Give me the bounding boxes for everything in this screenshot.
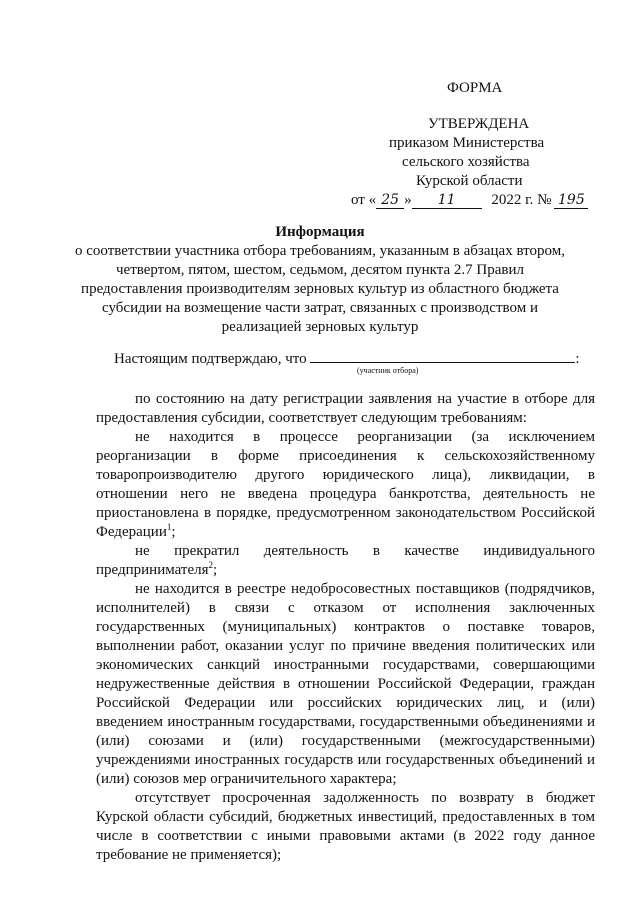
paragraph-text: Федерации bbox=[96, 524, 167, 540]
paragraph-line: числе в соответствии с иными правовыми актами (в 2022 году данное bbox=[96, 828, 595, 844]
subtitle-line: субсидии на возмещение части затрат, связанных с производством и bbox=[102, 300, 538, 316]
approval-line: сельского хозяйства bbox=[402, 154, 530, 170]
paragraph-line: учреждениями иностранных государств или государственных объединений и bbox=[96, 752, 595, 768]
paragraph-line: введением иностранным государствами, государственными объединениями и bbox=[96, 714, 595, 730]
document-title: Информация bbox=[275, 224, 365, 240]
paragraph-line: по состоянию на дату регистрации заявления на участие в отборе для bbox=[135, 391, 595, 407]
paragraph-line: (или) союзами и (или) государственными (межгосударственными) bbox=[96, 733, 595, 749]
approval-line: приказом Министерства bbox=[389, 135, 545, 151]
paragraph-line: реорганизации в форме присоединения к сельскохозяйственному bbox=[96, 448, 595, 464]
paragraph-line: отсутствует просроченная задолженность по возврату в бюджет bbox=[135, 790, 595, 806]
subtitle-line: о соответствии участника отбора требованиям, указанным в абзацах втором, bbox=[75, 243, 565, 259]
paragraph-line: государственных (муниципальных) контрактов о поставке товаров, bbox=[96, 619, 595, 635]
footnote-marker: 2 bbox=[208, 560, 213, 570]
confirm-text: Настоящим подтверждаю, что bbox=[114, 351, 307, 367]
paragraph-line-with-footnote bbox=[96, 561, 217, 580]
paragraph-line: не находится в реестре недобросовестных поставщиков (подрядчиков, bbox=[135, 581, 595, 597]
paragraph-line: недружественные действия в отношении Российской Федерации, граждан bbox=[96, 676, 595, 692]
paragraph-line-with-footnote bbox=[96, 523, 176, 542]
date-month: 11 bbox=[412, 192, 482, 209]
date-mid: » bbox=[404, 192, 412, 208]
footnote-marker: 1 bbox=[166, 522, 172, 532]
paragraph-line: не прекратил деятельность в качестве индивидуального bbox=[135, 543, 595, 559]
order-number: 195 bbox=[554, 192, 588, 209]
paragraph-line: требование не применяется); bbox=[96, 847, 282, 863]
paragraph-line: приостановлена в порядке, предусмотренном законодательством Российской bbox=[96, 505, 595, 521]
subtitle-line: предоставления производителям зерновых культур из областного бюджета bbox=[81, 281, 559, 297]
participant-caption: (участник отбора) bbox=[357, 366, 419, 375]
paragraph-line: отношении него не введена процедура банкротства, деятельность не bbox=[96, 486, 595, 502]
paragraph-line: товаропроизводителю другого юридического лица), ликвидации, в bbox=[96, 467, 595, 483]
paragraph-line: экономических санкций иностранными государствами, совершающими bbox=[96, 657, 595, 673]
paragraph-line: исполнителей) в связи с отказом от исполнения заключенных bbox=[96, 600, 595, 616]
footnote-suffix: ; bbox=[213, 562, 218, 578]
footnote-suffix: ; bbox=[171, 524, 176, 540]
paragraph-line: предоставления субсидии, соответствует следующим требованиям: bbox=[96, 410, 527, 426]
paragraph-line: выполнении работ, оказании услуг по причине введения политических или bbox=[96, 638, 595, 654]
date-number-prefix: г. № bbox=[525, 192, 552, 208]
confirm-line bbox=[114, 348, 580, 368]
paragraph-line: не находится в процессе реорганизации (за исключением bbox=[135, 429, 595, 445]
date-year: 2022 bbox=[491, 192, 522, 208]
approval-title: УТВЕРЖДЕНА bbox=[428, 116, 530, 132]
subtitle-line: четвертом, пятом, шестом, седьмом, десятом пункта 2.7 Правил bbox=[116, 262, 524, 278]
paragraph-line: Российской Федерации или российских юридических лиц, и (или) bbox=[96, 695, 595, 711]
paragraph-text: предпринимателя bbox=[96, 562, 209, 578]
approval-date-line bbox=[351, 192, 588, 209]
paragraph-line: Курской области субсидий, бюджетных инвестиций, предоставленных в том bbox=[96, 809, 595, 825]
approval-line: Курской области bbox=[416, 173, 523, 189]
date-day: 25 bbox=[376, 192, 404, 209]
participant-blank bbox=[310, 348, 575, 363]
paragraph-line: (или) союзов мер ограничительного характера; bbox=[96, 771, 397, 787]
subtitle-line: реализацией зерновых культур bbox=[221, 319, 419, 335]
confirm-colon: : bbox=[575, 351, 580, 367]
date-prefix: от « bbox=[351, 192, 377, 208]
form-label: ФОРМА bbox=[447, 80, 503, 96]
